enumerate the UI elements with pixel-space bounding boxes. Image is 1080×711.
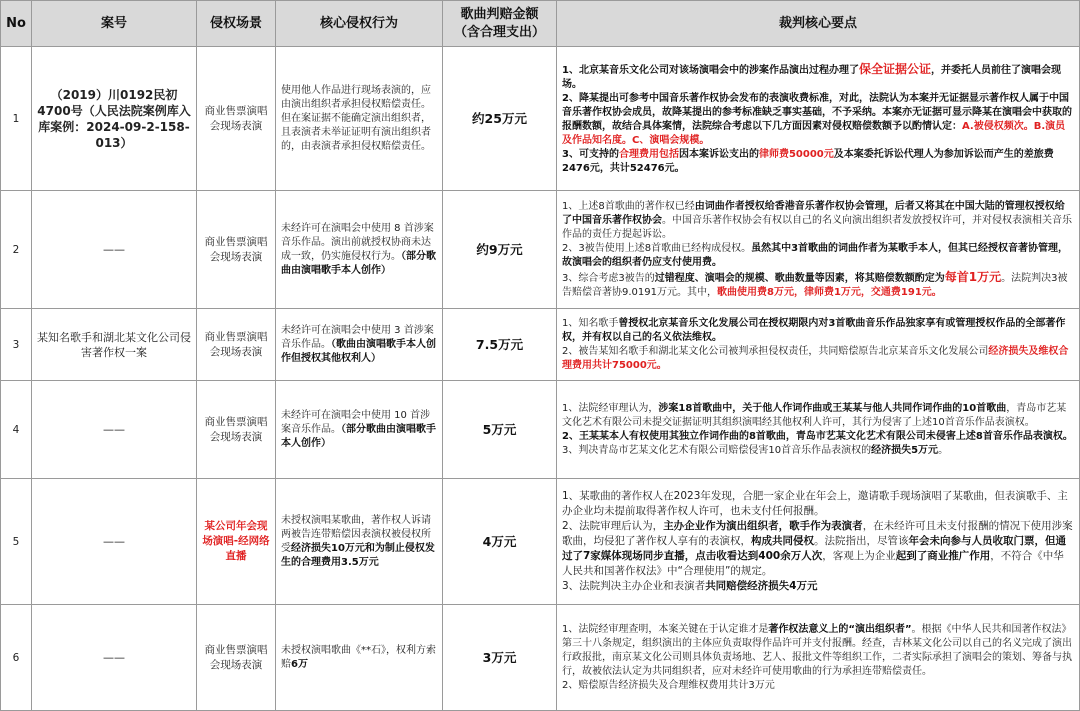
row-no: 5 [1,479,32,605]
award-amount: 7.5万元 [443,309,557,381]
award-amount: 3万元 [443,605,557,711]
header-row [1,1,1080,47]
judgment-points: 1、知名歌手曾授权北京某音乐文化发展公司在授权期限内对3首歌曲音乐作品独家享有或管理授权作品的全部著作权，并有权以自己的名义依法维权。 2、被告某知名歌手和湖北某文化公司被判承担侵权责任，共同赔偿原告北京某音乐文化发展公司经济损失及维权合理费用共计75000元。 [557,309,1080,381]
judgment-points: 1、上述8首歌曲的著作权已经由词曲作者授权给香港音乐著作权协会管理，后者又将其在中国大陆的管理权授权给了中国音乐著作权协会。中国音乐著作权协会有权以自己的名义向演出组织者发放授权许可，并对侵权表演相关音乐作品的责任方提起诉讼。 2、3被告使用上述8首歌曲已经构成侵权。虽然其中3首歌曲的词曲作者为某歌手本人，但其已经授权音著协管理，故演唱会的组织者仍应支付使用费。 3、综合考虑3被告的过错程度、演唱会的规模、歌曲数量等因素，将其赔偿数额酌定为每首1万元。法院判决3被告赔偿音著协9.0191万元。其中，歌曲使用费8万元，律师费1万元，交通费191元。 [557,191,1080,309]
infringing-act: 未经许可在演唱会中使用 3 首涉案音乐作品。（歌曲由演唱歌手本人创作但授权其他权利人） [276,309,443,381]
judgment-points: 1、北京某音乐文化公司对该场演唱会中的涉案作品演出过程办理了保全证据公证，并委托人员前往了演唱会现场。 2、降某提出可参考中国音乐著作权协会发布的表演收费标准，对此，法院认为本案并无证据显示著作权人属于中国音乐著作权协会成员，故降某提出的参考标准缺乏事实基础，不予采纳。本案亦无证据可显示降某在演唱会中获取的报酬数额，故结合具体案情，法院综合考虑以下几方面因素对侵权赔偿数额予以酌情认定：A.被侵权频次。B.演员及作品知名度。C、演唱会规模。 3、可支持的合理费用包括因本案诉讼支出的律师费50000元及本案委托诉讼代理人为参加诉讼而产生的差旅费2476元，共计52476元。 [557,47,1080,191]
judgment-points: 1、法院经审理认为，涉案18首歌曲中，关于他人作词作曲或王某某与他人共同作词作曲的10首歌曲，青岛市艺某文化艺术有限公司未提交证据证明其组织演唱经其他权利人许可，其行为侵害了上述10首音乐作品表演权。 2、王某某本人有权使用其独立作词作曲的8首歌曲，青岛市艺某文化艺术有限公司未侵害上述8首音乐作品表演权。 3、判决青岛市艺某文化艺术有限公司赔偿侵害10首音乐作品表演权的经济损失5万元。 [557,381,1080,479]
header-case: 案号 [32,1,197,47]
table-row [1,479,1080,605]
scene: 商业售票演唱会现场表演 [197,191,276,309]
case-number: 某知名歌手和湖北某文化公司侵害著作权一案 [32,309,197,381]
infringing-act: 未授权演唱某歌曲，著作权人诉请两被告连带赔偿因表演权被侵权所受经济损失10万元和为制止侵权发生的合理费用3.5万元 [276,479,443,605]
header-points: 裁判核心要点 [557,1,1080,47]
judgment-points: 1、某歌曲的著作权人在2023年发现，合肥一家企业在年会上，邀请歌手现场演唱了某歌曲，但表演歌手、主办企业均未提前取得著作权人许可，也未支付任何报酬。 2、法院审理后认为，主办企业作为演出组织者，歌手作为表演者，在未经许可且未支付报酬的情况下使用涉案歌曲，均侵犯了著作权人享有的表演权，构成共同侵权。法院指出，尽管该年会未向参与人员收取门票，但通过了7家媒体现场同步直播，点击收看达到400余万人次，客观上为企业起到了商业推广作用，不符合《中华人民共和国著作权法》中“合理使用”的规定。 3、法院判决主办企业和表演者共同赔偿经济损失4万元 [557,479,1080,605]
scene: 商业售票演唱会现场表演 [197,309,276,381]
scene: 某公司年会现场演唱-经网络直播 [197,479,276,605]
scene: 商业售票演唱会现场表演 [197,47,276,191]
header-no: No [1,1,32,47]
infringing-act: 未授权演唱歌曲《**石》，权利方索赔6万 [276,605,443,711]
case-number: —— [32,605,197,711]
row-no: 4 [1,381,32,479]
scene: 商业售票演唱会现场表演 [197,381,276,479]
award-amount: 5万元 [443,381,557,479]
case-number: —— [32,381,197,479]
case-number: —— [32,479,197,605]
infringing-act: 使用他人作品进行现场表演的，应由演出组织者承担侵权赔偿责任。但在案证据不能确定演出组织者，且表演者未举证证明有演出组织者的，由表演者承担侵权赔偿责任。 [276,47,443,191]
scene: 商业售票演唱会现场表演 [197,605,276,711]
row-no: 6 [1,605,32,711]
header-scene: 侵权场景 [197,1,276,47]
infringing-act: 未经许可在演唱会中使用 8 首涉案音乐作品。演出前就授权协商未达成一致，仍实施侵权行为。（部分歌曲由演唱歌手本人创作） [276,191,443,309]
header-act: 核心侵权行为 [276,1,443,47]
award-amount: 约25万元 [443,47,557,191]
judgment-points: 1、法院经审理查明，本案关键在于认定谁才是著作权法意义上的“演出组织者”。根据《中华人民共和国著作权法》第三十八条规定，组织演出的主体应负责取得作品许可并支付报酬。经查，吉林某文化公司以自己的名义完成了演出行政报批，南京某文化公司则具体负责场地、艺人、报批文件等组织工作，二者实际承担了演唱会的策划、筹备与执行，故被依法认定为共同组织者，应对未经许可使用歌曲的行为承担连带赔偿责任。 2、赔偿原告经济损失及合理维权费用共计3万元 [557,605,1080,711]
header-amount: 歌曲判赔金额（含合理支出） [443,1,557,47]
row-no: 3 [1,309,32,381]
table-row [1,47,1080,191]
infringing-act: 未经许可在演唱会中使用 10 首涉案音乐作品。（部分歌曲由演唱歌手本人创作） [276,381,443,479]
case-number: —— [32,191,197,309]
table-row [1,381,1080,479]
table-row [1,191,1080,309]
row-no: 1 [1,47,32,191]
case-number: （2019）川0192民初4700号（人民法院案例库入库案例：2024-09-2-158-013） [32,47,197,191]
table-row [1,605,1080,711]
row-no: 2 [1,191,32,309]
award-amount: 约9万元 [443,191,557,309]
award-amount: 4万元 [443,479,557,605]
table-row [1,309,1080,381]
